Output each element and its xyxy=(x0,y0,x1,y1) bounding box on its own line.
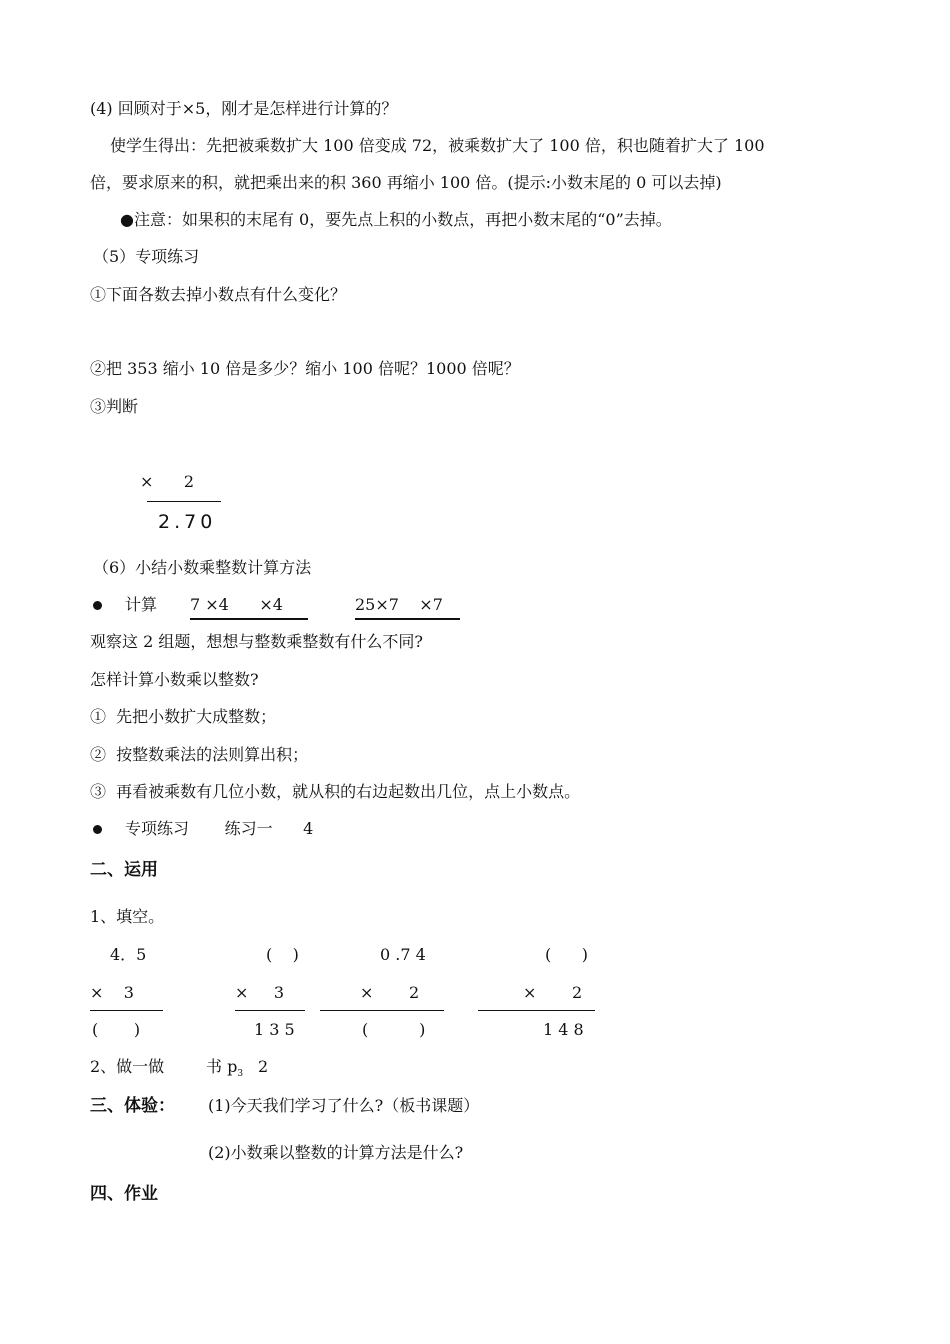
calc-group-a-underline xyxy=(190,618,308,620)
bullet-icon xyxy=(93,825,102,834)
practice-question-1: ①下面各数去掉小数点有什么变化？ xyxy=(90,285,347,304)
judge-calc-result: 2.70 xyxy=(158,511,217,533)
experience-question-2: (2)小数乘以整数的计算方法是什么? xyxy=(208,1143,464,1162)
part-4-heading: 四、作业 xyxy=(90,1184,158,1204)
practice-reference: 专项练习 练习一 4 xyxy=(125,819,314,838)
student-conclusion-line1: 使学生得出：先把被乘数扩大 100 倍变成 72，被乘数扩大了 100 倍，积也随着扩大了 100 xyxy=(110,136,765,155)
problem-4-multiplicand-blank[interactable]: ( ) xyxy=(545,945,588,964)
problem-3-multiplicand: 0 .7 4 xyxy=(380,945,426,964)
problem-3-multiplier: × 2 xyxy=(360,983,420,1002)
problem-4-line xyxy=(478,1010,595,1011)
part-3-heading: 三、体验： xyxy=(90,1096,175,1116)
practice-question-2: ②把 353 缩小 10 倍是多少？缩小 100 倍呢？1000 倍呢？ xyxy=(90,359,520,378)
method-step-1: ① 先把小数扩大成整数； xyxy=(90,707,277,726)
section-6-title: （6）小结小数乘整数计算方法 xyxy=(93,558,312,577)
calc-group-b: 25×7 ×7 xyxy=(355,595,443,614)
problem-1-answer-blank[interactable]: ( ) xyxy=(92,1020,141,1039)
problem-1-line xyxy=(90,1010,163,1011)
note-text: ●注意：如果积的末尾有 0，要先点上积的小数点，再把小数末尾的“0”去掉。 xyxy=(120,210,672,229)
do-it-label: 2、做一做 xyxy=(90,1057,165,1076)
problem-2-product: 1 3 5 xyxy=(254,1020,295,1039)
student-conclusion-line2: 倍，要求原来的积，就把乘出来的积 360 再缩小 100 倍。(提示:小数末尾的 0 可以去掉) xyxy=(90,173,722,192)
problem-1-multiplier: × 3 xyxy=(90,983,134,1002)
experience-question-1: (1)今天我们学习了什么?（板书课题） xyxy=(208,1096,480,1115)
problem-2-line xyxy=(235,1010,305,1011)
problem-2-multiplicand-blank[interactable]: ( ) xyxy=(266,945,299,964)
calc-group-a: 7 ×4 ×4 xyxy=(190,595,283,614)
observe-question: 观察这 2 组题，想想与整数乘整数有什么不同? xyxy=(90,632,423,651)
method-step-3: ③ 再看被乘数有几位小数，就从积的右边起数出几位，点上小数点。 xyxy=(90,782,581,801)
how-question: 怎样计算小数乘以整数? xyxy=(90,670,259,689)
judge-calc-multiplier: × 2 xyxy=(140,472,195,491)
problem-3-line xyxy=(320,1010,444,1011)
practice-question-3: ③判断 xyxy=(90,397,139,416)
part-2-heading: 二、运用 xyxy=(90,860,158,880)
judge-calc-line xyxy=(147,501,221,502)
problem-4-multiplier: × 2 xyxy=(523,983,583,1002)
review-question: (4) 回顾对于×5，刚才是怎样进行计算的？ xyxy=(90,99,398,118)
problem-2-multiplier: × 3 xyxy=(235,983,285,1002)
calc-group-b-underline xyxy=(355,618,460,620)
problem-1-multiplicand: 4．5 xyxy=(110,945,147,964)
problem-3-answer-blank[interactable]: ( ) xyxy=(362,1020,426,1039)
method-step-2: ② 按整数乘法的法则算出积； xyxy=(90,745,309,764)
book-page-ref: 书 $p_3$ xyxy=(206,1057,244,1079)
problem-4-product: 1 4 8 xyxy=(543,1020,584,1039)
book-exercise-number: 2 xyxy=(258,1057,269,1076)
fill-blank-title: 1、填空。 xyxy=(90,907,165,926)
calc-label: 计算 xyxy=(125,595,158,614)
section-5-title: （5）专项练习 xyxy=(93,247,200,266)
bullet-icon xyxy=(93,601,102,610)
